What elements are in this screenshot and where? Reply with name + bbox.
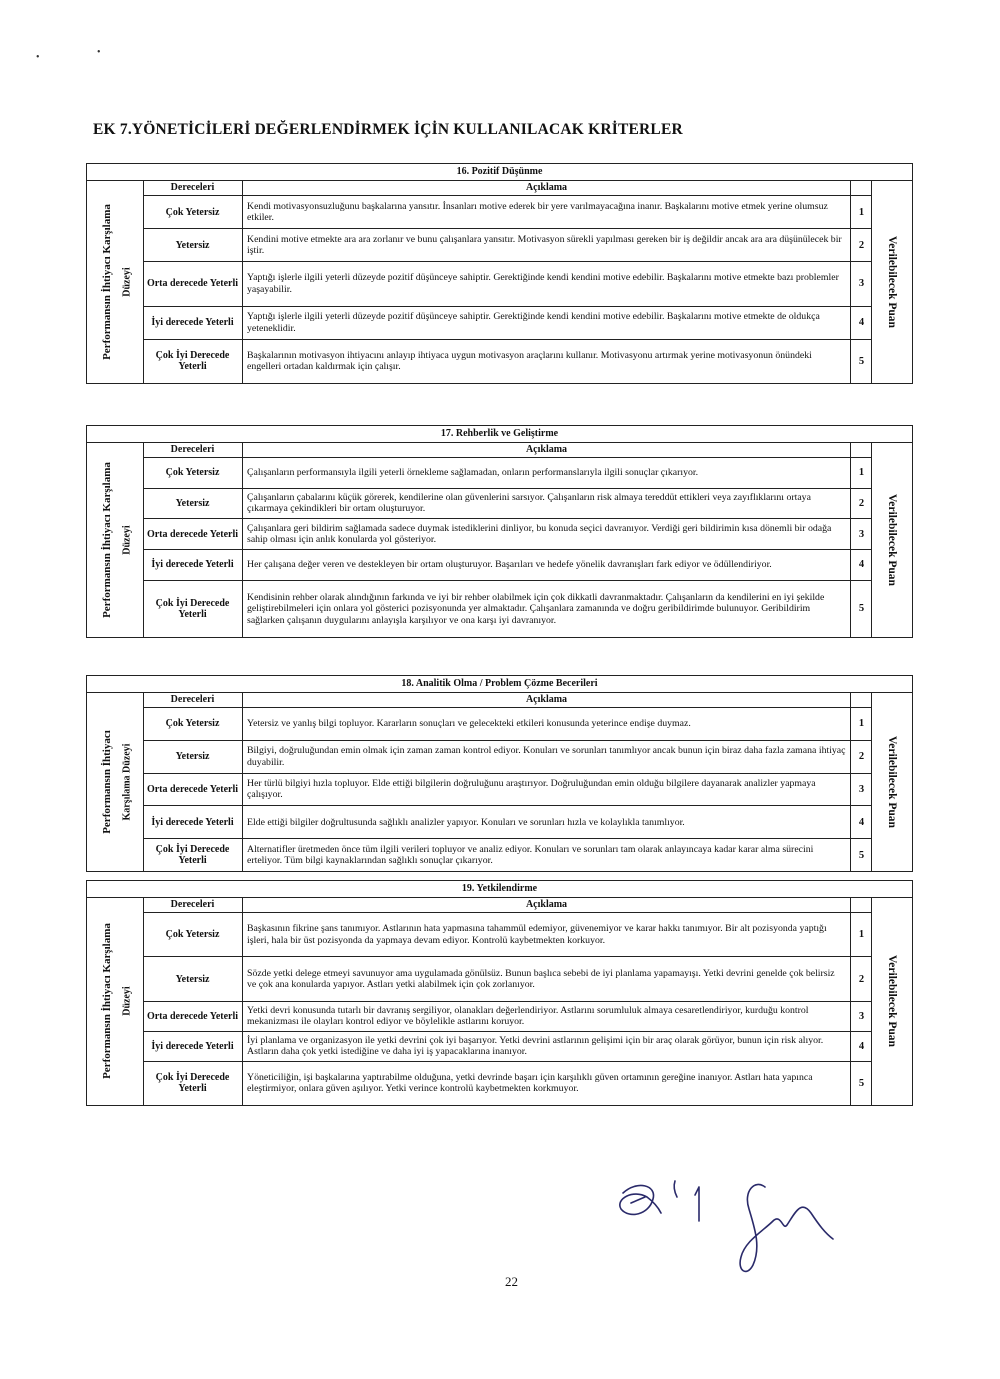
table-row — [143, 806, 872, 839]
description-cell: Yaptığı işlerle ilgili yeterli düzeyde pozitif düşünceye sahiptir. Gerektiğinde kendi kendini motive edebilir. Başkalarını motive etmekte bazı problemler yaşayabilir. — [247, 272, 839, 295]
performance-level-label: Performansın İhtiyacı Karşılama — [101, 461, 113, 618]
table-row — [143, 262, 872, 306]
table-row — [143, 1002, 872, 1032]
column-header-row — [143, 180, 872, 196]
levels-header: Dereceleri — [143, 442, 243, 457]
points-cell: 5 — [850, 340, 872, 383]
description-cell: Başkalarının motivasyon ihtiyacını anlayıp ihtiyaca uygun motivasyon araçlarını kullanır. Motivasyonu artırmak yerine motivasyonun önündeki engelleri ortadan kaldırmak için çalışır. — [247, 349, 812, 373]
description-cell: Bilgiyi, doğruluğundan emin olmak için zaman zaman kontrol ediyor. Konuları ve sorunları tanımlıyor ancak bunun için biraz daha fazla zamana ihtiyaç duyabilir. — [247, 745, 846, 768]
level-cell: Orta derecede Yeterli — [143, 519, 243, 549]
points-cell: 3 — [850, 262, 872, 305]
criterion-title: 18. Analitik Olma / Problem Çözme Becerileri — [87, 676, 912, 693]
level-cell: İyi derecede Yeterli — [143, 550, 243, 580]
level-cell: Orta derecede Yeterli — [143, 774, 243, 806]
level-cell: İyi derecede Yeterli — [143, 806, 243, 838]
description-cell: Sözde yetki delege etmeyi savunuyor ama uygulamada gönülsüz. Bunun başlıca sebebi de iyi planlama yapamayışı. Yetki devrini genelde çok belirsiz ve çok ana konularda yapıyor. Astları yetki alabilmek için çok zorlanıyor. — [247, 967, 835, 991]
criterion-title: 19. Yetkilendirme — [87, 881, 912, 898]
description-header: Açıklama — [525, 443, 568, 455]
points-cell: 2 — [850, 229, 872, 261]
table-row — [143, 741, 872, 774]
table-row — [143, 519, 872, 550]
description-header: Açıklama — [525, 693, 568, 705]
level-cell: Yetersiz — [143, 229, 243, 261]
level-cell: İyi derecede Yeterli — [143, 1032, 243, 1061]
table-row — [143, 550, 872, 581]
level-cell: Çok İyi Derecede Yeterli — [143, 340, 243, 383]
points-cell: 3 — [850, 774, 872, 806]
level-cell: Orta derecede Yeterli — [143, 1002, 243, 1031]
criterion-title: 16. Pozitif Düşünme — [87, 164, 912, 181]
points-cell: 2 — [850, 489, 872, 519]
performance-level-label-2: Düzeyi — [121, 266, 133, 297]
performance-level-label-2: Karşılama Düzeyi — [121, 743, 133, 820]
level-cell: Yetersiz — [143, 957, 243, 1000]
level-cell: Çok İyi Derecede Yeterli — [143, 1062, 243, 1105]
handwritten-signature — [615, 1175, 840, 1285]
table-row — [143, 581, 872, 637]
points-cell: 5 — [850, 581, 872, 637]
description-cell: İyi planlama ve organizasyon ile yetki devrini çok iyi başarıyor. Yetki devrini astlarının gelişimi için bir araç olarak görüyor, bunun için risk alıyor. Astların daha çok yetki istediğine ve daha iyi iş yapacaklarına inanıyor. — [247, 1034, 824, 1058]
criterion-table — [86, 675, 913, 872]
level-cell: Orta derecede Yeterli — [143, 262, 243, 305]
scan-mark: • — [36, 52, 40, 63]
points-cell: 2 — [850, 741, 872, 773]
points-cell: 1 — [850, 913, 872, 956]
performance-level-label-2: Düzeyi — [121, 986, 133, 1016]
points-cell: 1 — [850, 708, 872, 740]
level-cell: Çok Yetersiz — [143, 196, 243, 228]
criterion-title: 17. Rehberlik ve Geliştirme — [87, 426, 912, 443]
description-cell: Elde ettiği bilgiler doğrultusunda sağlıklı analizler yapıyor. Konuları ve sorunları hızla ve kolaylıkla tanımlıyor. — [247, 816, 685, 828]
points-cell: 2 — [850, 957, 872, 1000]
description-header: Açıklama — [525, 181, 568, 193]
performance-level-label-2: Düzeyi — [121, 524, 133, 555]
performance-level-label: Performansın İhtiyacı Karşılama — [101, 923, 113, 1079]
level-cell: İyi derecede Yeterli — [143, 307, 243, 339]
points-cell: 4 — [850, 550, 872, 580]
description-cell: Çalışanların performansıyla ilgili yeterli örnekleme sağlamadan, onların performanslarıyla ilgili sonuçlar çıkarıyor. — [247, 467, 699, 479]
description-cell: Kendi motivasyonsuzluğunu başkalarına yansıtır. İnsanları motive ederek bir yere varılmayacağına inanır. Başkalarını motive etmek yerine olumsuz etkiler. — [247, 200, 828, 224]
table-row — [143, 774, 872, 807]
table-row — [143, 839, 872, 871]
points-cell: 4 — [850, 806, 872, 838]
column-header-row — [143, 897, 872, 913]
description-cell: Alternatifler üretmeden önce tüm ilgili verileri topluyor ve analiz ediyor. Konuları ve sorunları tam olarak anlayıncaya kadar karar alma sürecini erteliyor. Tüm bilgi kaynaklarından sağlıklı sonuçlar çıkarıyor. — [247, 843, 814, 867]
level-cell: Yetersiz — [143, 741, 243, 773]
description-cell: Kendini motive etmekte ara ara zorlanır ve bunu çalışanlara yansıtır. Motivasyon sürekli yapılması gereken bir iş değildir ancak ara ara düşünülecek bir iştir. — [247, 233, 842, 257]
level-cell: Çok Yetersiz — [143, 913, 243, 956]
description-cell: Yöneticiliğin, işi başkalarına yaptırabilme olduğuna, yetki devrinde başarı için karşılıklı güven ortamının gereğine inanıyor. Astları hata yapınca eleştirmiyor, onlara güven aşılıyor. Yetki verince kontrolü kaybetmekten korkmuyor. — [247, 1071, 813, 1095]
table-row — [143, 489, 872, 520]
description-cell: Başkasının fikrine şans tanımıyor. Astlarının hata yapmasına tahammül edemiyor, güvenemiyor ve karar hakkı tanımıyor. Bir alt pozisyonda yaptığı işleri, hala bir üst pozisyonda da yapmaya devam ediyor. Kontrolü kaybetmekten korkuyor. — [247, 923, 827, 946]
criterion-table — [86, 163, 913, 384]
points-cell: 3 — [850, 519, 872, 549]
description-cell: Yetersiz ve yanlış bilgi topluyor. Kararların sonuçları ve gelecekteki etkileri konusunda yeterince endişe duymaz. — [247, 718, 691, 730]
table-row — [143, 458, 872, 489]
level-cell: Çok Yetersiz — [143, 458, 243, 488]
description-cell: Kendisinin rehber olarak alındığının farkında ve iyi bir rehber olabilmek için çok dikkatli davranmaktadır. Çalışanların da kendilerini en iyi şekilde geliştirebilmeleri için onlara yol gösterici pozisyonunda yer almaktadır. Çalışanlara zamanında ve doğru geribildirimde bulunuyor. Geribildirim sağlarken çalışanın duygularını anlayışla karşılıyor ve ona karşı iyi davranıyor. — [247, 591, 825, 626]
level-cell: Çok İyi Derecede Yeterli — [143, 581, 243, 637]
possible-score-label: Verilebilecek Puan — [886, 235, 898, 328]
levels-header: Dereceleri — [143, 692, 243, 707]
table-row — [143, 708, 872, 741]
description-cell: Her türlü bilgiyi hızla topluyor. Elde ettiği bilgilerin doğruluğunu araştırıyor. Doğruluğundan emin olduğu bilgilere dayanarak analizler yapmaya çalışıyor. — [247, 777, 816, 801]
points-cell: 1 — [850, 196, 872, 228]
page-number: 22 — [505, 1274, 518, 1289]
possible-score-label: Verilebilecek Puan — [886, 955, 898, 1047]
points-cell: 5 — [850, 1062, 872, 1105]
description-cell: Her çalışana değer veren ve destekleyen bir ortam oluşturuyor. Başarıları ve hedefe yönelik davranışları fark ediyor ve ödüllendiriyor. — [247, 559, 772, 571]
column-header-row — [143, 692, 872, 708]
points-cell: 5 — [850, 839, 872, 871]
page-title: EK 7.YÖNETİCİLERİ DEĞERLENDİRMEK İÇİN KULLANILACAK KRİTERLER — [93, 121, 683, 138]
table-row — [143, 1062, 872, 1105]
column-header-row — [143, 442, 872, 458]
performance-level-label: Performansın İhtiyacı Karşılama — [101, 203, 113, 360]
possible-score-label: Verilebilecek Puan — [886, 493, 898, 586]
description-cell: Yaptığı işlerle ilgili yeterli düzeyde pozitif düşünceye sahiptir. Gerektiğinde kendi kendini motive edebilir. Başkalarını motive etmekte de oldukça yeteneklidir. — [247, 311, 820, 334]
table-row — [143, 307, 872, 340]
table-row — [143, 957, 872, 1001]
points-cell: 1 — [850, 458, 872, 488]
possible-score-label: Verilebilecek Puan — [886, 735, 898, 828]
points-cell: 4 — [850, 307, 872, 339]
table-row — [143, 340, 872, 383]
table-row — [143, 1032, 872, 1062]
table-row — [143, 229, 872, 262]
points-cell: 4 — [850, 1032, 872, 1061]
scan-mark: • — [97, 47, 101, 58]
table-row — [143, 913, 872, 957]
level-cell: Çok İyi Derecede Yeterli — [143, 839, 243, 871]
points-cell: 3 — [850, 1002, 872, 1031]
levels-header: Dereceleri — [143, 180, 243, 195]
description-header: Açıklama — [525, 898, 568, 910]
level-cell: Çok Yetersiz — [143, 708, 243, 740]
description-cell: Yetki devri konusunda tutarlı bir davranış sergiliyor, olanakları değerlendiriyor. Astlarını sorumluluk almaya cesaretlendiriyor, kurduğu kontrol mekanizması ile olayları kontrol ediyor ve böylelikle astlarını koruyor. — [247, 1004, 809, 1028]
criterion-table — [86, 880, 913, 1106]
description-cell: Çalışanlara geri bildirim sağlamada sadece duymak istediklerini dinliyor, bu konuda seçici davranıyor. Verdiği geri bildirimin kısa dönemli bir odağa sahip olması için anlık konularda yol gösteriyor. — [247, 522, 832, 546]
level-cell: Yetersiz — [143, 489, 243, 519]
performance-level-label: Performansın İhtiyacı — [101, 729, 113, 834]
levels-header: Dereceleri — [143, 897, 243, 912]
criterion-table — [86, 425, 913, 638]
description-cell: Çalışanların çabalarını küçük görerek, kendilerine olan güvenlerini sarsıyor. Çalışanların risk almaya tereddüt ettikleri veya zayıflıklarını ortaya çıkarmaya çekindikleri bir ortam oluşturuyor. — [247, 491, 811, 515]
table-row — [143, 196, 872, 229]
